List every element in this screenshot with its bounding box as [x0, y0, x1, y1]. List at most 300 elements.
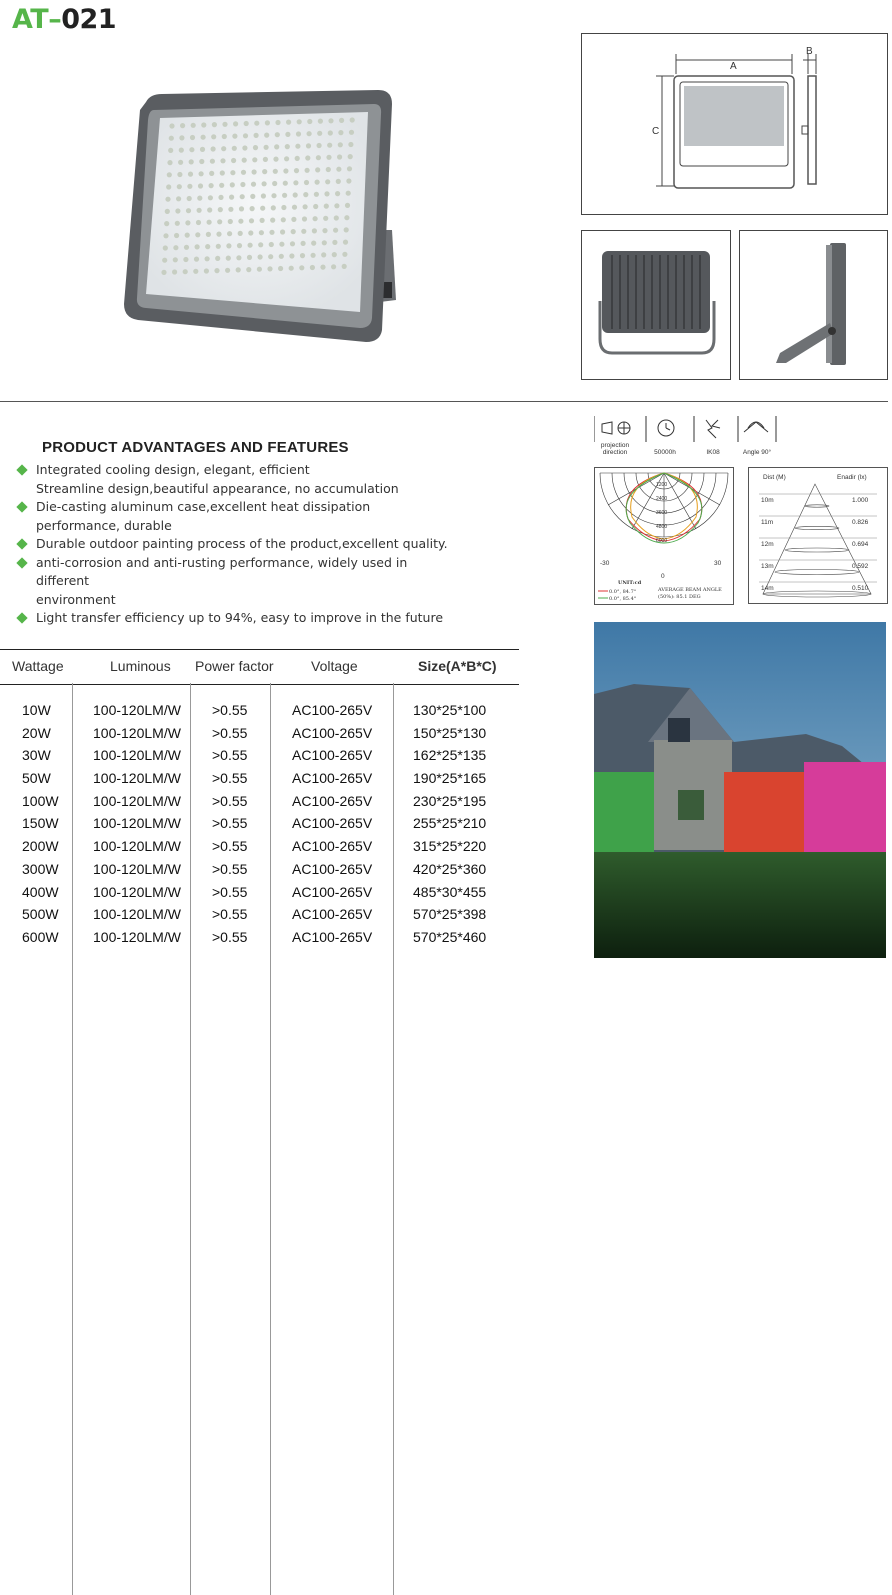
table-cell: 485*30*455 — [413, 883, 487, 900]
led-chip — [208, 195, 213, 200]
led-chip — [193, 269, 198, 274]
led-chip — [322, 240, 327, 245]
led-chip — [338, 130, 343, 135]
led-chip — [222, 134, 227, 139]
led-chip — [228, 207, 233, 212]
lux-value: 0.826 — [852, 519, 869, 526]
led-chip — [344, 215, 349, 220]
table-cell: 100-120LM/W — [93, 883, 181, 900]
led-chip — [211, 146, 216, 151]
led-chip — [334, 203, 339, 208]
led-chip — [254, 121, 259, 126]
led-chip — [220, 170, 225, 175]
feature-line: Die-casting aluminum case,excellent heat dissipation — [36, 499, 371, 514]
led-chip — [342, 264, 347, 269]
led-chip — [275, 120, 280, 125]
led-chip — [289, 266, 294, 271]
led-chip — [278, 266, 283, 271]
projection-label: projection direction — [600, 442, 630, 456]
table-cell: 100-120LM/W — [93, 838, 181, 855]
lifetime-label: 50000h — [654, 449, 676, 456]
led-chip — [264, 133, 269, 138]
led-chip — [282, 193, 287, 198]
table-cell: 230*25*195 — [413, 792, 487, 809]
led-chip — [219, 183, 224, 188]
led-chip — [268, 254, 273, 259]
led-chip — [238, 219, 243, 224]
illuminance-table — [748, 467, 888, 604]
led-chip — [315, 180, 320, 185]
led-chip — [180, 123, 185, 128]
feature-item — [18, 554, 458, 610]
led-chip — [265, 120, 270, 125]
led-chip — [271, 193, 276, 198]
led-chip — [241, 170, 246, 175]
led-chip — [310, 265, 315, 270]
led-chip — [228, 219, 233, 224]
model-dash: – — [48, 4, 62, 35]
lux-value: 0.510 — [852, 585, 869, 592]
led-chip — [199, 159, 204, 164]
led-chip — [261, 193, 266, 198]
diamond-bullet-icon — [16, 501, 27, 512]
led-chip — [175, 208, 180, 213]
header-luminous: Luminous — [110, 658, 171, 674]
led-chip — [324, 191, 329, 196]
impact-icon — [692, 414, 734, 458]
led-chip — [167, 160, 172, 165]
table-cell: 150*25*130 — [413, 724, 487, 741]
led-chip — [239, 206, 244, 211]
spec-table-header — [0, 649, 519, 685]
table-cell: 20W — [22, 724, 51, 741]
lux-col-value: Enadir (lx) — [837, 474, 867, 481]
led-chip — [317, 131, 322, 136]
led-chip — [301, 241, 306, 246]
led-chip — [225, 268, 230, 273]
led-chip — [218, 195, 223, 200]
led-chip — [254, 133, 259, 138]
led-chip — [267, 266, 272, 271]
led-chip — [303, 192, 308, 197]
angle-bottom-label: 0 — [661, 573, 665, 580]
led-chip — [290, 241, 295, 246]
beam-angle-value: (50%): 85.1 DEG — [658, 594, 701, 600]
led-chip — [189, 159, 194, 164]
led-chip — [305, 155, 310, 160]
led-chip — [165, 209, 170, 214]
led-chip — [326, 167, 331, 172]
led-chip — [177, 184, 182, 189]
ring-label: 1200 — [656, 482, 668, 488]
led-chip — [336, 179, 341, 184]
led-chip — [179, 135, 184, 140]
led-chip — [281, 217, 286, 222]
led-chip — [197, 208, 202, 213]
led-chip — [333, 228, 338, 233]
led-chip — [230, 182, 235, 187]
led-chip — [207, 207, 212, 212]
led-chip — [242, 158, 247, 163]
led-chip — [211, 134, 216, 139]
diamond-bullet-icon — [16, 464, 27, 475]
table-cell: 570*25*398 — [413, 906, 487, 923]
led-chip — [307, 131, 312, 136]
feature-line: Streamline design,beautiful appearance, no accumulation — [36, 480, 399, 496]
led-chip — [294, 168, 299, 173]
led-chip — [209, 171, 214, 176]
led-chip — [249, 218, 254, 223]
table-row — [0, 836, 519, 859]
angle-label: Angle 90° — [742, 449, 772, 456]
table-row — [0, 904, 519, 927]
table-cell: >0.55 — [212, 838, 248, 855]
table-cell: 150W — [22, 815, 59, 832]
led-chip — [334, 215, 339, 220]
led-chip — [250, 206, 255, 211]
led-chip — [188, 172, 193, 177]
header-voltage: Voltage — [311, 658, 358, 674]
led-chip — [176, 196, 181, 201]
lux-col-dist: Dist (M) — [763, 474, 786, 481]
led-chip — [246, 267, 251, 272]
led-chip — [247, 255, 252, 260]
led-chip — [164, 221, 169, 226]
led-chip — [349, 130, 354, 135]
led-chip — [242, 145, 247, 150]
led-chip — [269, 230, 274, 235]
led-chip — [293, 192, 298, 197]
table-cell: 10W — [22, 702, 51, 718]
ik-label: IK08 — [706, 449, 720, 456]
lux-dist: 14m — [761, 585, 774, 592]
led-chip — [204, 268, 209, 273]
beam-angle-title: AVERAGE BEAM ANGLE — [658, 587, 722, 593]
led-chip — [191, 123, 196, 128]
table-cell: AC100-265V — [292, 838, 373, 855]
led-chip — [232, 146, 237, 151]
led-chip — [350, 117, 355, 122]
table-cell: 100-120LM/W — [93, 770, 181, 787]
led-chip — [270, 218, 275, 223]
dimension-drawing — [581, 33, 888, 215]
led-chip — [320, 265, 325, 270]
feature-line: Durable outdoor painting process of the product,excellent quality. — [36, 536, 448, 551]
led-chip — [283, 168, 288, 173]
led-chip — [250, 194, 255, 199]
led-chip — [185, 233, 190, 238]
feature-item — [18, 461, 458, 498]
led-chip — [252, 169, 257, 174]
led-chip — [279, 254, 284, 259]
feature-line: Light transfer efficiency up to 94%, easy to improve in the future — [36, 610, 444, 625]
model-title — [12, 4, 116, 35]
led-chip — [183, 269, 188, 274]
led-chip — [183, 257, 188, 262]
led-chip — [238, 231, 243, 236]
led-chip — [346, 191, 351, 196]
table-cell: 600W — [22, 928, 59, 945]
table-cell: 200W — [22, 838, 59, 855]
table-cell: 30W — [22, 747, 51, 764]
table-row — [0, 700, 519, 723]
lux-dist: 13m — [761, 563, 774, 570]
clock-icon — [644, 414, 686, 458]
led-chip — [301, 229, 306, 234]
led-chip — [216, 244, 221, 249]
led-chip — [322, 228, 327, 233]
led-chip — [248, 243, 253, 248]
table-cell: AC100-265V — [292, 770, 373, 787]
led-chip — [348, 154, 353, 159]
table-cell: AC100-265V — [292, 724, 373, 741]
led-chip — [275, 132, 280, 137]
feature-line: environment — [36, 591, 116, 607]
led-chip — [195, 232, 200, 237]
table-cell: 100-120LM/W — [93, 702, 181, 718]
ring-label: 3600 — [656, 510, 668, 516]
table-cell: 570*25*460 — [413, 928, 487, 945]
led-chip — [197, 196, 202, 201]
led-chip — [162, 258, 167, 263]
floodlight-front-image — [110, 80, 410, 370]
led-chip — [161, 270, 166, 275]
led-chip — [214, 268, 219, 273]
led-chip — [285, 132, 290, 137]
header-size: Size(A*B*C) — [418, 658, 497, 674]
led-chip — [312, 228, 317, 233]
led-chip — [323, 216, 328, 221]
table-cell: 255*25*210 — [413, 815, 487, 832]
table-row — [0, 813, 519, 836]
led-chip — [173, 245, 178, 250]
led-chip — [174, 233, 179, 238]
led-chip — [226, 256, 231, 261]
ring-label: 6000 — [656, 538, 668, 544]
led-chip — [226, 243, 231, 248]
model-prefix: AT — [12, 4, 49, 35]
led-chip — [336, 167, 341, 172]
led-chip — [240, 194, 245, 199]
led-chip — [317, 143, 322, 148]
led-chip — [199, 171, 204, 176]
table-cell: >0.55 — [212, 883, 248, 900]
table-cell: >0.55 — [212, 702, 248, 718]
led-chip — [201, 135, 206, 140]
table-cell: >0.55 — [212, 906, 248, 923]
led-chip — [300, 253, 305, 258]
feature-line: performance, durable — [36, 517, 172, 533]
led-chip — [342, 252, 347, 257]
led-chip — [305, 168, 310, 173]
section-divider — [0, 401, 888, 402]
feature-line: Integrated cooling design, elegant, efficient — [36, 462, 310, 477]
led-chip — [262, 181, 267, 186]
led-chip — [163, 245, 168, 250]
led-chip — [285, 144, 290, 149]
spec-icons — [594, 414, 784, 458]
lux-value: 1.000 — [852, 497, 869, 504]
table-cell: AC100-265V — [292, 702, 373, 718]
dim-label-c: C — [652, 126, 660, 137]
floodlight-side-image — [739, 230, 888, 380]
led-chip — [195, 244, 200, 249]
lux-value: 0.694 — [852, 541, 869, 548]
led-chip — [200, 147, 205, 152]
led-chip — [344, 227, 349, 232]
table-cell: >0.55 — [212, 747, 248, 764]
led-chip — [196, 220, 201, 225]
feature-line: anti-corrosion and anti-rusting performance, widely used in different — [36, 554, 408, 588]
table-cell: 300W — [22, 860, 59, 877]
table-cell: AC100-265V — [292, 815, 373, 832]
led-chip — [220, 158, 225, 163]
lux-dist: 11m — [761, 519, 774, 526]
led-chip — [227, 231, 232, 236]
led-chip — [190, 135, 195, 140]
legend-green: 0.0°, 85.4° — [609, 596, 637, 602]
table-cell: >0.55 — [212, 928, 248, 945]
led-chip — [240, 182, 245, 187]
spec-table-body — [0, 700, 519, 950]
led-chip — [221, 146, 226, 151]
table-row — [0, 768, 519, 791]
led-chip — [232, 134, 237, 139]
led-chip — [311, 241, 316, 246]
led-chip — [177, 172, 182, 177]
spec-table — [0, 649, 519, 945]
ring-label: 2400 — [656, 496, 668, 502]
led-chip — [338, 142, 343, 147]
led-chip — [179, 148, 184, 153]
table-cell: >0.55 — [212, 724, 248, 741]
led-chip — [205, 256, 210, 261]
legend-red: 0.0°, 84.7° — [609, 589, 637, 595]
table-cell: >0.55 — [212, 792, 248, 809]
led-chip — [295, 156, 300, 161]
led-chip — [259, 230, 264, 235]
led-chip — [306, 143, 311, 148]
table-cell: 50W — [22, 770, 51, 787]
table-cell: AC100-265V — [292, 906, 373, 923]
led-chip — [318, 119, 323, 124]
led-chip — [178, 160, 183, 165]
led-chip — [313, 204, 318, 209]
led-chip — [230, 170, 235, 175]
table-cell: AC100-265V — [292, 747, 373, 764]
led-chip — [296, 131, 301, 136]
led-chip — [209, 183, 214, 188]
floodlight-back-image — [581, 230, 731, 380]
led-chip — [222, 122, 227, 127]
led-chip — [236, 255, 241, 260]
table-cell: AC100-265V — [292, 883, 373, 900]
led-chip — [237, 243, 242, 248]
led-chip — [283, 181, 288, 186]
led-chip — [293, 180, 298, 185]
led-chip — [169, 136, 174, 141]
led-chip — [175, 221, 180, 226]
led-chip — [345, 203, 350, 208]
table-row — [0, 723, 519, 746]
angle-right-label: 30 — [714, 560, 722, 567]
led-chip — [279, 242, 284, 247]
table-cell: 100-120LM/W — [93, 906, 181, 923]
led-chip — [327, 143, 332, 148]
led-chip — [184, 245, 189, 250]
led-chip — [263, 157, 268, 162]
led-chip — [169, 123, 174, 128]
table-cell: >0.55 — [212, 815, 248, 832]
table-cell: 100-120LM/W — [93, 928, 181, 945]
led-chip — [172, 269, 177, 274]
application-photo — [594, 622, 886, 958]
led-chip — [313, 216, 318, 221]
led-chip — [251, 182, 256, 187]
led-chip — [264, 145, 269, 150]
led-chip — [291, 229, 296, 234]
led-chip — [307, 119, 312, 124]
led-chip — [280, 229, 285, 234]
led-chip — [269, 242, 274, 247]
led-chip — [167, 172, 172, 177]
table-cell: 100-120LM/W — [93, 792, 181, 809]
led-chip — [260, 218, 265, 223]
feature-item — [18, 535, 458, 554]
led-chip — [187, 184, 192, 189]
led-chip — [332, 252, 337, 257]
lux-dist: 10m — [761, 497, 774, 504]
led-chip — [163, 233, 168, 238]
led-chip — [303, 204, 308, 209]
led-chip — [271, 205, 276, 210]
lux-dist: 12m — [761, 541, 774, 548]
header-power-factor: Power factor — [195, 658, 274, 674]
led-chip — [304, 180, 309, 185]
table-cell: 315*25*220 — [413, 838, 487, 855]
led-chip — [337, 154, 342, 159]
dim-label-b: B — [806, 46, 813, 57]
led-chip — [210, 159, 215, 164]
led-chip — [314, 192, 319, 197]
table-cell: >0.55 — [212, 860, 248, 877]
table-cell: 100-120LM/W — [93, 815, 181, 832]
led-chip — [194, 257, 199, 262]
led-chip — [316, 155, 321, 160]
table-row — [0, 859, 519, 882]
table-cell: 100-120LM/W — [93, 724, 181, 741]
table-cell: AC100-265V — [292, 792, 373, 809]
led-chip — [297, 119, 302, 124]
diamond-bullet-icon — [16, 612, 27, 623]
angle-left-label: -30 — [600, 560, 610, 567]
diamond-bullet-icon — [16, 557, 27, 568]
led-chip — [216, 232, 221, 237]
model-number: 021 — [61, 4, 117, 35]
feature-item — [18, 609, 458, 628]
led-chip — [186, 208, 191, 213]
led-chip — [326, 155, 331, 160]
led-chip — [187, 196, 192, 201]
table-row — [0, 882, 519, 905]
lux-value: 0.592 — [852, 563, 869, 570]
polar-distribution-chart — [594, 467, 734, 605]
table-cell: 100-120LM/W — [93, 747, 181, 764]
led-chip — [295, 144, 300, 149]
angle-icon — [736, 414, 778, 458]
led-chip — [218, 207, 223, 212]
led-chip — [233, 121, 238, 126]
